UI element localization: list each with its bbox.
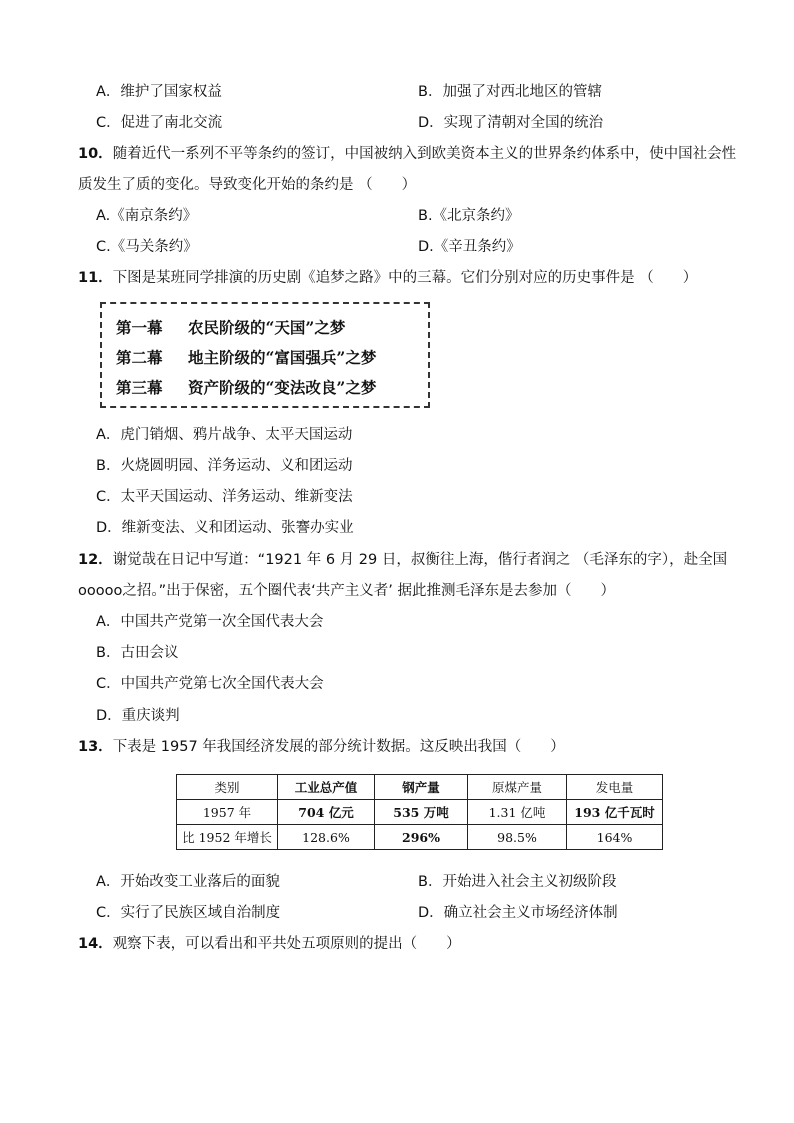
q10-text-line1: 随着近代一系列不平等条约的签订，中国被纳入到欧美资本主义的世界条约体系中，使中国社会性 [112, 146, 737, 162]
q13-option-a: A．开始改变工业落后的面貌 [96, 874, 280, 890]
table-header: 类别 [177, 775, 278, 800]
q12-text-line2: ooooo之招。”出于保密，五个圈代表‘共产主义者’ 据此推测毛泽东是去参加（ ） [78, 583, 615, 599]
table-cell: 164% [567, 825, 663, 850]
act-1-text: 农民阶级的“天国”之梦 [188, 318, 346, 337]
act-1-tag: 第一幕 [116, 318, 163, 337]
table-cell: 98.5% [468, 825, 567, 850]
table-cell: 128.6% [278, 825, 375, 850]
act-3 [116, 376, 376, 398]
q11-number: 11． [78, 270, 113, 286]
table-cell: 296% [375, 825, 468, 850]
q13-stem [78, 737, 565, 757]
q14-text: 观察下表，可以看出和平共处五项原则的提出（ ） [112, 936, 461, 952]
table-cell: 535 万吨 [375, 800, 468, 825]
table-row [177, 825, 663, 850]
q14-number: 14． [78, 936, 113, 952]
act-2-text: 地主阶级的“富国强兵”之梦 [188, 348, 377, 367]
q13-text: 下表是 1957 年我国经济发展的部分统计数据。这反映出我国（ ） [112, 739, 565, 755]
q11-option-d: D．维新变法、义和团运动、张謇办实业 [96, 520, 354, 536]
table-row [177, 800, 663, 825]
q10-option-c: C.《马关条约》 [96, 239, 198, 255]
q11-option-b: B．火烧圆明园、洋务运动、义和团运动 [96, 458, 353, 474]
q11-option-a: A．虎门销烟、鸦片战争、太平天国运动 [96, 427, 353, 443]
table-header: 钢产量 [375, 775, 468, 800]
table-header: 原煤产量 [468, 775, 567, 800]
q13-option-b: B．开始进入社会主义初级阶段 [418, 874, 617, 890]
q9-option-d: D．实现了清朝对全国的统治 [418, 115, 604, 131]
q11-text: 下图是某班同学排演的历史剧《追梦之路》中的三幕。它们分别对应的历史事件是 （ ） [112, 270, 698, 286]
q10-stem [78, 144, 736, 164]
q13-option-c: C．实行了民族区域自治制度 [96, 905, 281, 921]
q13-option-d: D．确立社会主义市场经济体制 [418, 905, 618, 921]
q10-text-line2: 质发生了质的变化。导致变化开始的条约是 （ ） [78, 177, 417, 193]
q9-option-c: C．促进了南北交流 [96, 115, 223, 131]
q14-stem [78, 934, 461, 954]
q12-option-a: A．中国共产党第一次全国代表大会 [96, 614, 324, 630]
q10-option-a: A.《南京条约》 [96, 208, 198, 224]
q9-option-a: A．维护了国家权益 [96, 84, 222, 100]
act-1 [116, 316, 345, 338]
act-2-tag: 第二幕 [116, 348, 163, 367]
q10-number: 10． [78, 146, 113, 162]
table-cell: 704 亿元 [278, 800, 375, 825]
table-cell: 193 亿千瓦时 [567, 800, 663, 825]
table-cell: 1957 年 [177, 800, 278, 825]
q9-option-b: B．加强了对西北地区的管辖 [418, 84, 602, 100]
q12-stem [78, 550, 727, 570]
table-header: 工业总产值 [278, 775, 375, 800]
q12-option-c: C．中国共产党第七次全国代表大会 [96, 676, 324, 692]
economy-stats-table [176, 774, 663, 850]
q11-option-c: C．太平天国运动、洋务运动、维新变法 [96, 489, 353, 505]
table-header-row [177, 775, 663, 800]
q11-stem [78, 268, 697, 288]
table-header: 发电量 [567, 775, 663, 800]
table-cell: 比 1952 年增长 [177, 825, 278, 850]
q12-number: 12． [78, 552, 113, 568]
q12-option-d: D．重庆谈判 [96, 708, 180, 724]
act-2 [116, 346, 376, 368]
q12-option-b: B．古田会议 [96, 645, 179, 661]
q10-option-d: D.《辛丑条约》 [418, 239, 521, 255]
act-3-text: 资产阶级的“变法改良”之梦 [188, 378, 377, 397]
table-cell: 1.31 亿吨 [468, 800, 567, 825]
q10-option-b: B.《北京条约》 [418, 208, 520, 224]
drama-acts-box [100, 302, 430, 408]
q13-number: 13． [78, 739, 113, 755]
act-3-tag: 第三幕 [116, 378, 163, 397]
q12-text-line1: 谢觉哉在日记中写道：“1921 年 6 月 29 日，叔衡往上海，偕行者润之 （毛泽东的字），赴全国 [112, 552, 728, 568]
